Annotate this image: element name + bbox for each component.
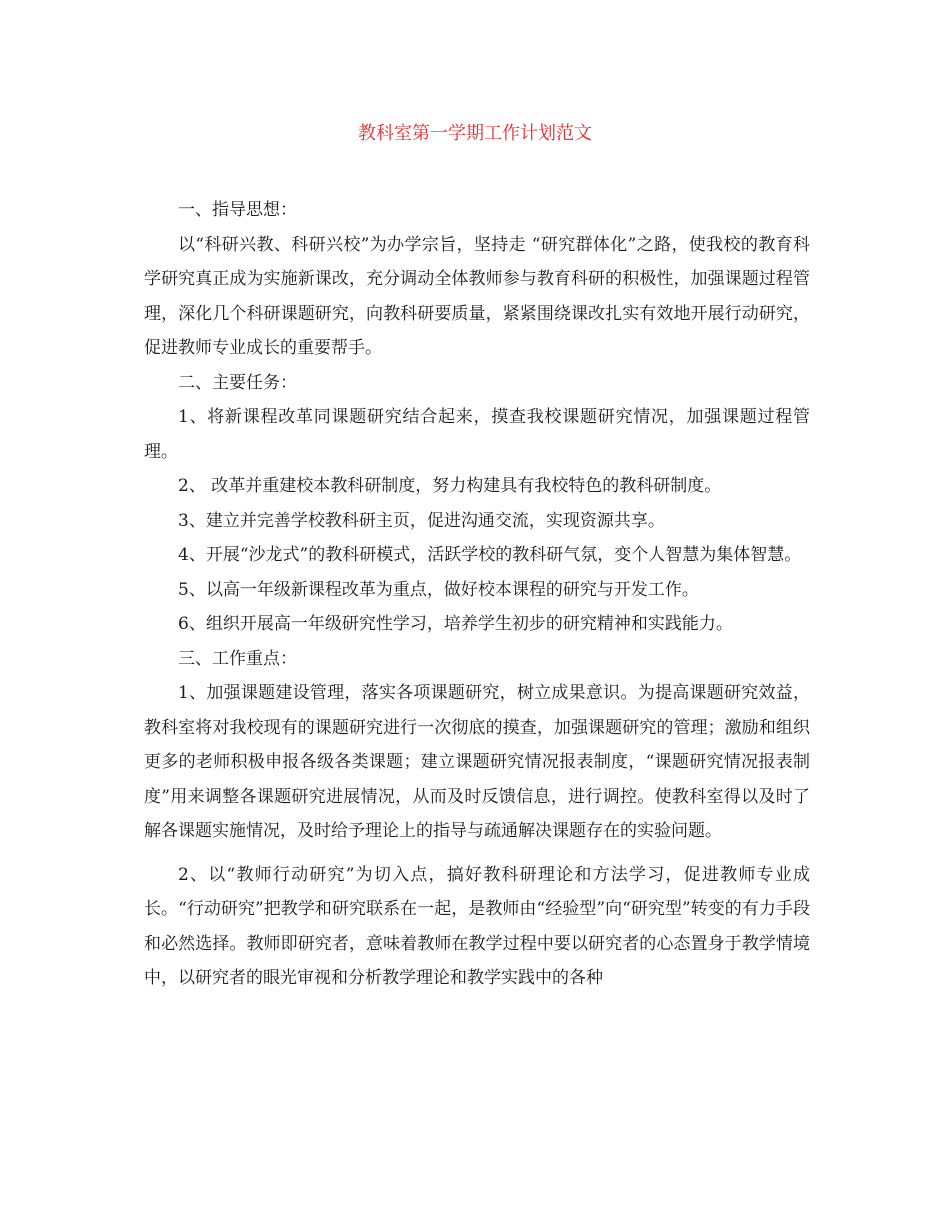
task-item-3: 3、建立并完善学校教科研主页，促进沟通交流，实现资源共享。 [178, 510, 665, 531]
focus-item-1: 1、加强课题建设管理，落实各项课题研究，树立成果意识。为提高课题研究效益，教科室将对我校现有的课题研究进行一次彻底的摸查，加强课题研究的管理；激励和组织更多的老师积极申报各级各类课题；建立课题研究情况报表制度，“课题研究情况报表制度”用来调整各课题研究进展情况，从而及时反馈信息，进行调控。使教科室得以及时了解各课题实施情况，及时给予理论上的指导与疏通解决课题存在的实验问题。 [144, 683, 810, 841]
section-heading-guiding-ideology: 一、指导思想： [178, 200, 297, 220]
section-heading-main-tasks: 二、主要任务： [178, 372, 297, 393]
task-item-1: 1、将新课程改革同课题研究结合起来，摸查我校课题研究情况，加强课题过程管理。 [144, 407, 810, 462]
focus-item-2: 2、以“教师行动研究”为切入点，搞好教科研理论和方法学习，促进教师专业成长。“行动研究”把教学和研究联系在一起，是教师由“经验型”向“研究型”转变的有力手段和必然选择。教师即研究者，意味着教师在教学过程中要以研究者的心态置身于教学情境中，以研究者的眼光审视和分析教学理论和教学实践中的各种 [144, 864, 810, 988]
document-body [144, 193, 810, 996]
paragraph-guiding-ideology: 以“科研兴教、科研兴校”为办学宗旨，坚持走 “研究群体化”之路，使我校的教育科学研究真正成为实施新课改，充分调动全体教师参与教育科研的积极性，加强课题过程管理，深化几个科研课题研究，向教科研要质量，紧紧围绕课改扎实有效地开展行动研究，促进教师专业成长的重要帮手。 [144, 234, 810, 358]
task-item-6: 6、组织开展高一年级研究性学习，培养学生初步的研究精神和实践能力。 [178, 614, 733, 634]
section-heading-work-focus: 三、工作重点： [178, 648, 297, 669]
task-item-5: 5、以高一年级新课程改革为重点，做好校本课程的研究与开发工作。 [178, 579, 699, 600]
task-item-2: 2、 改革并重建校本教科研制度，努力构建具有我校特色的教科研制度。 [178, 476, 722, 496]
document-title: 教科室第一学期工作计划范文 [358, 123, 592, 144]
task-item-4: 4、开展“沙龙式”的教科研模式，活跃学校的教科研气氛，变个人智慧为集体智慧。 [178, 545, 802, 565]
